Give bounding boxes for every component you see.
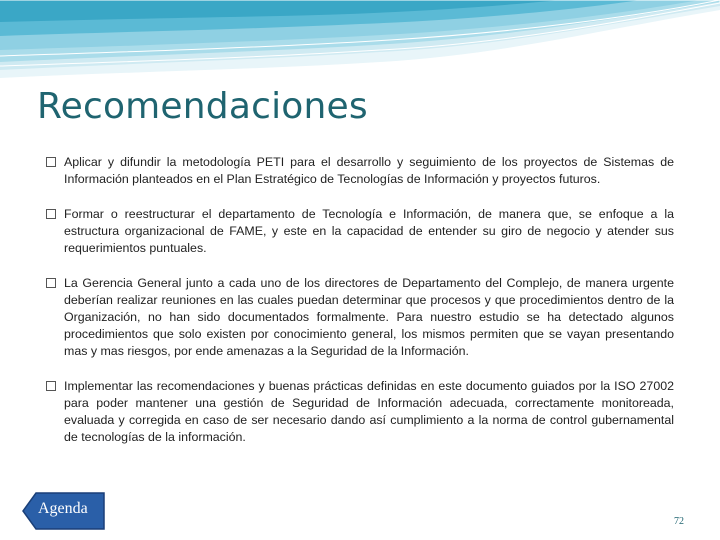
bullet-item xyxy=(46,206,674,257)
page-number: 72 xyxy=(674,516,684,527)
checkbox-bullet-icon xyxy=(46,209,56,219)
checkbox-bullet-icon xyxy=(46,381,56,391)
bullet-text: La Gerencia General junto a cada uno de los directores de Departamento del Complejo, de manera urgente deberían realizar reuniones en las cuales puedan determinar que procesos y que procedimientos dentro de la Organización, no han sido documentados formalmente. Para nuestro estudio se ha detectado algunos procedimientos que solo existen por conocimiento general, los mismos permiten que se vayan presentando mas y mas riesgos, por ende amenazas a la Seguridad de la Información. xyxy=(64,276,674,358)
slide-title: Recomendaciones xyxy=(37,86,368,127)
bullet-text: Aplicar y difundir la metodología PETI para el desarrollo y seguimiento de los proyectos de Sistemas de Información planteados en el Plan Estratégico de Tecnologías de Información y proyectos futuros. xyxy=(64,155,674,186)
checkbox-bullet-icon xyxy=(46,157,56,167)
header-wave-decoration xyxy=(0,0,720,90)
bullet-text: Formar o reestructurar el departamento de Tecnología e Información, de manera que, se enfoque a la estructura organizacional de FAME, y este en la capacidad de entender su giro de negocio y atender sus requerimientos puntuales. xyxy=(64,207,674,255)
agenda-nav-button[interactable] xyxy=(22,492,106,530)
agenda-button-label: Agenda xyxy=(38,500,88,517)
checkbox-bullet-icon xyxy=(46,278,56,288)
bullet-list xyxy=(46,154,674,464)
bullet-item xyxy=(46,275,674,360)
bullet-item xyxy=(46,154,674,188)
bullet-item xyxy=(46,378,674,446)
bullet-text: Implementar las recomendaciones y buenas prácticas definidas en este documento guiados por la ISO 27002 para poder mantener una gestión de Seguridad de Información adecuada, correctamente monitoreada, evaluada y corregida en caso de ser necesario dando así cumplimiento a la norma de control gubernamental de tecnologías de la información. xyxy=(64,379,674,444)
